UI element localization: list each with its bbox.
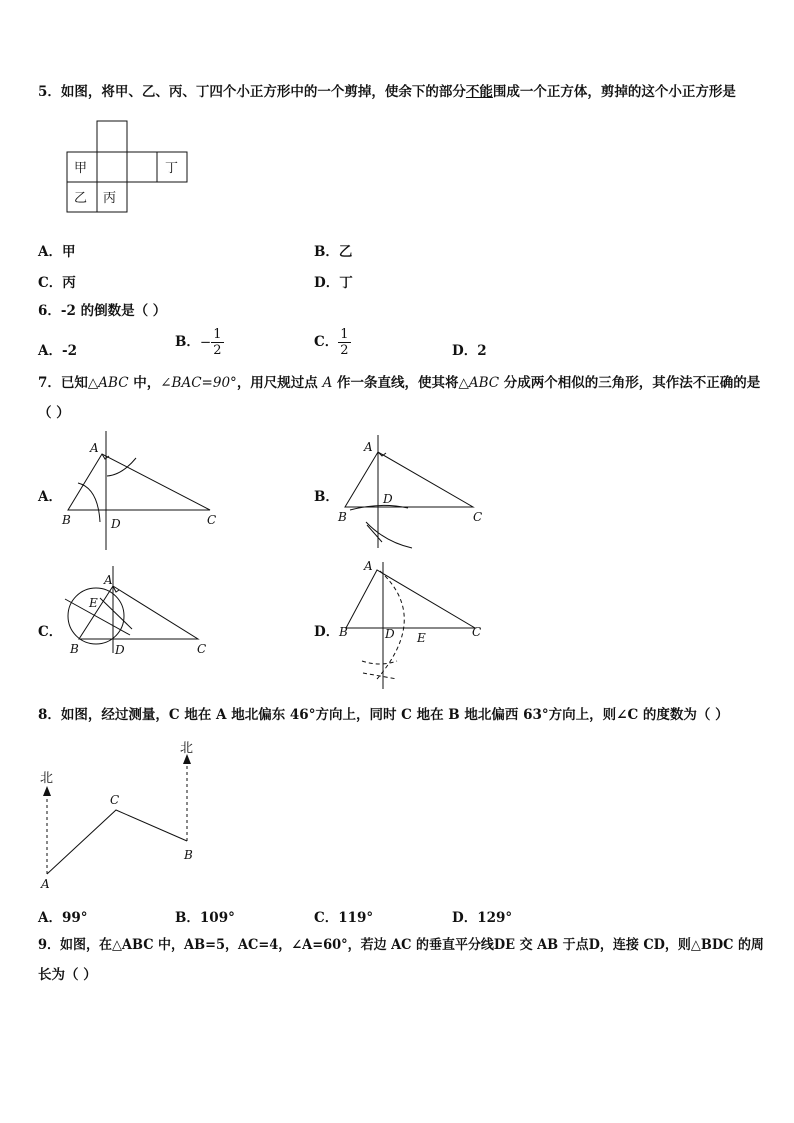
- q6-option-d[interactable]: D．2: [452, 343, 487, 359]
- q7c-point-d: D: [115, 643, 125, 657]
- q7b-point-b: B: [338, 510, 347, 524]
- q5-underlined-text: 不能: [465, 84, 493, 100]
- q6-option-b[interactable]: [175, 327, 224, 358]
- q6-option-a[interactable]: A．-2: [38, 343, 77, 359]
- q7a-point-b: B: [62, 513, 71, 527]
- q5-option-a[interactable]: A．甲: [38, 244, 76, 260]
- question-9-stem: 9．如图，在△ABC 中，AB=5，AC=4，∠A=60°，若边 AC 的垂直平分线DE 交 AB 于点D，连接 CD，则△BDC 的周: [38, 937, 764, 953]
- question-7-stem-line2: （ ）: [38, 405, 70, 421]
- q7c-point-e: E: [89, 596, 98, 610]
- q7a-point-d: D: [111, 517, 121, 531]
- q7-option-c-label[interactable]: C．: [38, 624, 63, 640]
- q7b-point-c: C: [473, 510, 483, 524]
- q7d-point-a: A: [364, 559, 373, 573]
- q5-text-suffix: 围成一个正方体，剪掉的这个小正方形是: [492, 84, 736, 100]
- q7c-point-a: A: [104, 573, 113, 587]
- q7-figure-d: [335, 557, 495, 692]
- question-5-stem: [38, 83, 736, 101]
- q7-figure-c: [60, 563, 220, 663]
- q7-option-b-label[interactable]: B．: [314, 489, 339, 505]
- q6-c-denominator: 2: [340, 343, 349, 358]
- q5-option-b[interactable]: B．乙: [314, 244, 353, 260]
- q7-figure-a: [60, 428, 230, 558]
- q7-angle-bac: ∠BAC=90°: [160, 375, 237, 391]
- net-cell-mid2: [127, 152, 157, 182]
- q6-option-c-fraction: [338, 327, 350, 358]
- q6-option-b-letter: B．: [175, 334, 200, 350]
- q7d-point-b: B: [339, 625, 348, 639]
- net-label-bing: 丙: [103, 191, 117, 206]
- q7b-point-d: D: [383, 492, 393, 506]
- north-label-a: 北: [40, 771, 54, 786]
- q7-figure-b: [330, 430, 500, 555]
- q7c-point-b: B: [70, 642, 79, 656]
- q6-option-b-sign: −: [199, 334, 212, 351]
- q8-option-d[interactable]: D．129°: [452, 910, 513, 926]
- q7c-point-c: C: [197, 642, 207, 656]
- q6-b-denominator: 2: [213, 343, 222, 358]
- q8-point-b: B: [184, 848, 193, 862]
- q6-option-b-fraction: [211, 327, 223, 358]
- q7a-point-c: C: [207, 513, 217, 527]
- question-6-stem: 6．-2 的倒数是（ ）: [38, 303, 167, 319]
- q7a-point-a: A: [90, 441, 99, 455]
- q8-point-a: A: [41, 877, 50, 891]
- q7d-point-c: C: [472, 625, 482, 639]
- q8-option-c[interactable]: C．119°: [314, 910, 374, 926]
- q7-text-c: ，用尺规过点: [236, 375, 323, 391]
- net-cell-mid1: [97, 152, 127, 182]
- q7d-point-e: E: [417, 631, 426, 645]
- q6-b-numerator: 1: [213, 327, 222, 342]
- question-7-stem: [38, 374, 760, 392]
- net-label-jia: 甲: [74, 161, 88, 176]
- q7-triangle-abc: △ABC: [87, 375, 129, 391]
- q6-option-c-letter: C．: [314, 334, 339, 350]
- net-label-ding: 丁: [165, 161, 179, 176]
- net-label-yi: 乙: [74, 191, 88, 206]
- q7-text-b: 中，: [128, 375, 161, 391]
- q8-option-b[interactable]: B．109°: [175, 910, 235, 926]
- q8-point-c: C: [110, 793, 120, 807]
- q6-c-numerator: 1: [340, 327, 349, 342]
- question-8-stem: 8．如图，经过测量，C 地在 A 地北偏东 46°方向上，同时 C 地在 B 地北偏西 63°方向上，则∠C 的度数为（ ）: [38, 707, 729, 723]
- net-cell-top: [97, 121, 127, 152]
- q5-text-prefix: 5．如图，将甲、乙、丙、丁四个小正方形中的一个剪掉，使余下的部分: [38, 84, 466, 100]
- q7b-point-a: A: [364, 440, 373, 454]
- north-label-b: 北: [180, 741, 194, 756]
- q7-text-d: 作一条直线，使其将: [332, 375, 459, 391]
- q7-option-d-label[interactable]: D．: [314, 624, 340, 640]
- q8-option-a[interactable]: A．99°: [38, 910, 88, 926]
- question-9-stem-line2: 长为（ ）: [38, 967, 97, 983]
- q6-option-c[interactable]: [314, 327, 351, 358]
- north-arrow-head-a: [43, 786, 51, 796]
- q7d-point-d: D: [385, 627, 395, 641]
- q7-option-a-label[interactable]: A．: [38, 489, 62, 505]
- q7-text-a: 7．已知: [38, 375, 88, 391]
- q7-point-a: A: [322, 375, 333, 391]
- q5-option-d[interactable]: D．丁: [314, 275, 353, 291]
- cube-net-diagram: [60, 118, 200, 218]
- q7-triangle-abc-2: △ABC: [458, 375, 500, 391]
- q8-direction-diagram: [30, 738, 220, 893]
- q5-option-c[interactable]: C．丙: [38, 275, 76, 291]
- q7-text-e: 分成两个相似的三角形，其作法不正确的是: [499, 375, 761, 391]
